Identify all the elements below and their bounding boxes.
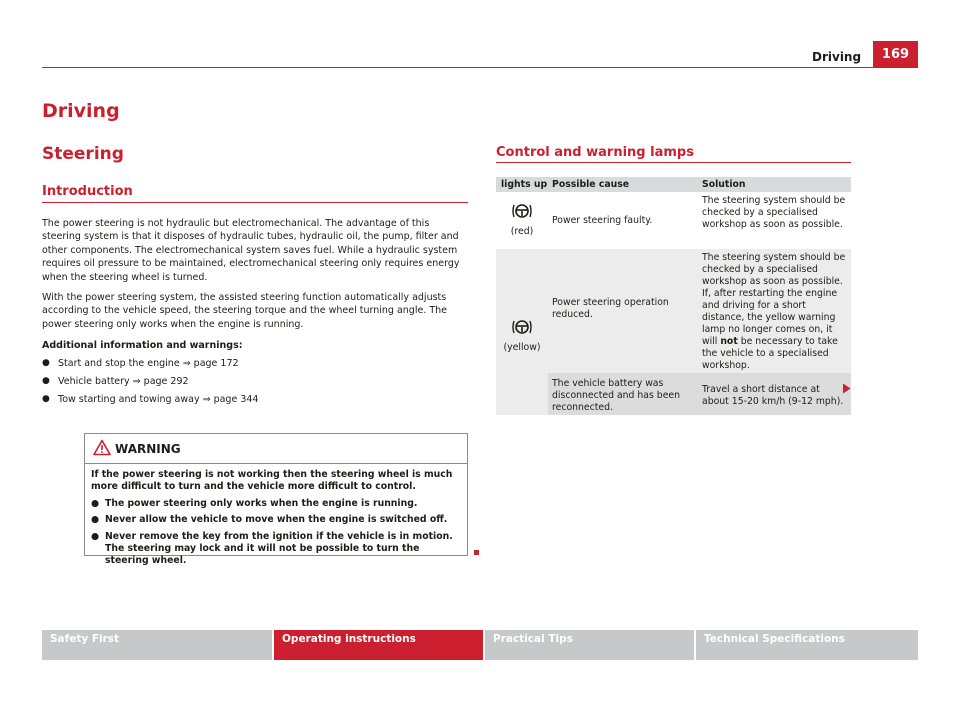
list-item — [91, 514, 461, 526]
warning-intro: If the power steering is not working then the steering wheel is much more difficult to turn and the vehicle more difficult to control. — [91, 469, 453, 493]
section-heading-control: Control and warning lamps — [496, 145, 694, 160]
table-row — [496, 249, 851, 373]
solution-emphasis: not — [720, 336, 738, 347]
solution-text-a: The steering system should be checked by a specialised workshop as soon as possible. — [702, 252, 846, 287]
list-item — [91, 531, 461, 568]
cause-cell: Power steering operation reduced. — [552, 297, 669, 320]
solution-cell: Travel a short distance at about 15-20 km/h (9-12 mph). — [692, 373, 851, 415]
table-header-lights-up: lights up — [501, 178, 548, 190]
cause-cell: The vehicle battery was disconnected and has been reconnected. — [548, 373, 692, 415]
solution-cell: The steering system should be checked by a specialised workshop as soon as possible. — [702, 195, 846, 230]
bullet: ● — [91, 514, 100, 526]
list-item-text: Tow starting and towing away ⇒ page 344 — [58, 394, 259, 406]
warning-title: WARNING — [115, 441, 181, 456]
table-header-row — [496, 177, 851, 192]
bullet: ● — [91, 497, 100, 509]
page-number: 169 — [873, 41, 918, 67]
list-item[interactable] — [42, 393, 468, 406]
warning-box — [84, 433, 468, 567]
subsection-rule — [42, 202, 468, 203]
bullet: ● — [42, 357, 50, 368]
lamp-color-label: (yellow) — [503, 341, 541, 353]
table-header-solution: Solution — [702, 178, 746, 190]
continue-arrow-icon — [842, 379, 851, 398]
list-item[interactable] — [42, 375, 468, 388]
intro-body — [42, 217, 468, 412]
tab-operating-instructions[interactable]: Operating instructions — [274, 630, 483, 660]
warning-bullet-text: Never allow the vehicle to move when the engine is switched off. — [105, 514, 448, 526]
tab-practical-tips[interactable]: Practical Tips — [485, 630, 694, 660]
warning-bullet-text: Never remove the key from the ignition if the vehicle is in motion. The steering may lock and it will not be possible to turn the steering wheel. — [105, 530, 453, 567]
section-rule — [496, 162, 851, 163]
intro-paragraph-1: The power steering is not hydraulic but electromechanical. The advantage of this steering system is that it disposes of hydraulic tubes, hydraulic oil, the pump, filter and other components. The electromechanical system saves fuel. While a hydraulic system requires oil pressure to be maintained, electromechanical steering only requires energy when the steering wheel is turned. — [42, 218, 460, 283]
running-header: Driving — [812, 50, 862, 64]
lamp-cell-yellow — [496, 249, 548, 373]
additional-info-title: Additional information and warnings: — [42, 340, 243, 352]
steering-wheel-lamp-icon — [512, 203, 532, 223]
steering-wheel-lamp-icon — [512, 319, 532, 339]
warning-body — [85, 464, 467, 568]
list-item-text: Vehicle battery ⇒ page 292 — [58, 376, 189, 388]
solution-text-c: be necessary to take the vehicle to a specialised workshop. — [702, 336, 838, 371]
yellow-lamp-group — [496, 249, 851, 415]
bullet: ● — [91, 530, 100, 542]
intro-paragraph-2: With the power steering system, the assisted steering function automatically adjusts according to the vehicle speed, the steering torque and the wheel turning angle. The power steering only works when the engine is running. — [42, 292, 448, 330]
bullet: ● — [42, 394, 50, 405]
tab-technical-specifications[interactable]: Technical Specifications — [696, 630, 918, 660]
lamp-cell-spacer — [496, 373, 548, 415]
warning-triangle-icon — [93, 439, 111, 459]
header-rule — [42, 67, 918, 68]
warning-header — [85, 434, 467, 464]
lamp-color-label: (red) — [510, 226, 534, 237]
cause-cell: Power steering faulty. — [552, 214, 653, 226]
warning-bullet-text: The power steering only works when the engine is running. — [105, 497, 418, 509]
list-item-text: Start and stop the engine ⇒ page 172 — [58, 357, 239, 369]
lamp-cell-red — [496, 192, 548, 249]
section-end-marker — [474, 550, 479, 555]
solution-cell — [692, 249, 851, 373]
section-heading: Steering — [42, 144, 124, 164]
table-header-cause: Possible cause — [552, 178, 630, 190]
footer-nav — [42, 630, 918, 660]
solution-text-b: If, after restarting the engine and driving for a short distance, the yellow warning lamp no longer comes on, it will — [702, 288, 838, 347]
subsection-heading: Introduction — [42, 184, 133, 199]
table-row — [496, 192, 851, 249]
warning-lamp-table — [496, 177, 851, 415]
tab-safety-first[interactable]: Safety First — [42, 630, 272, 660]
chapter-heading: Driving — [42, 100, 120, 122]
bullet: ● — [42, 376, 50, 387]
list-item — [91, 498, 461, 510]
table-row — [496, 373, 851, 415]
list-item[interactable] — [42, 357, 468, 370]
